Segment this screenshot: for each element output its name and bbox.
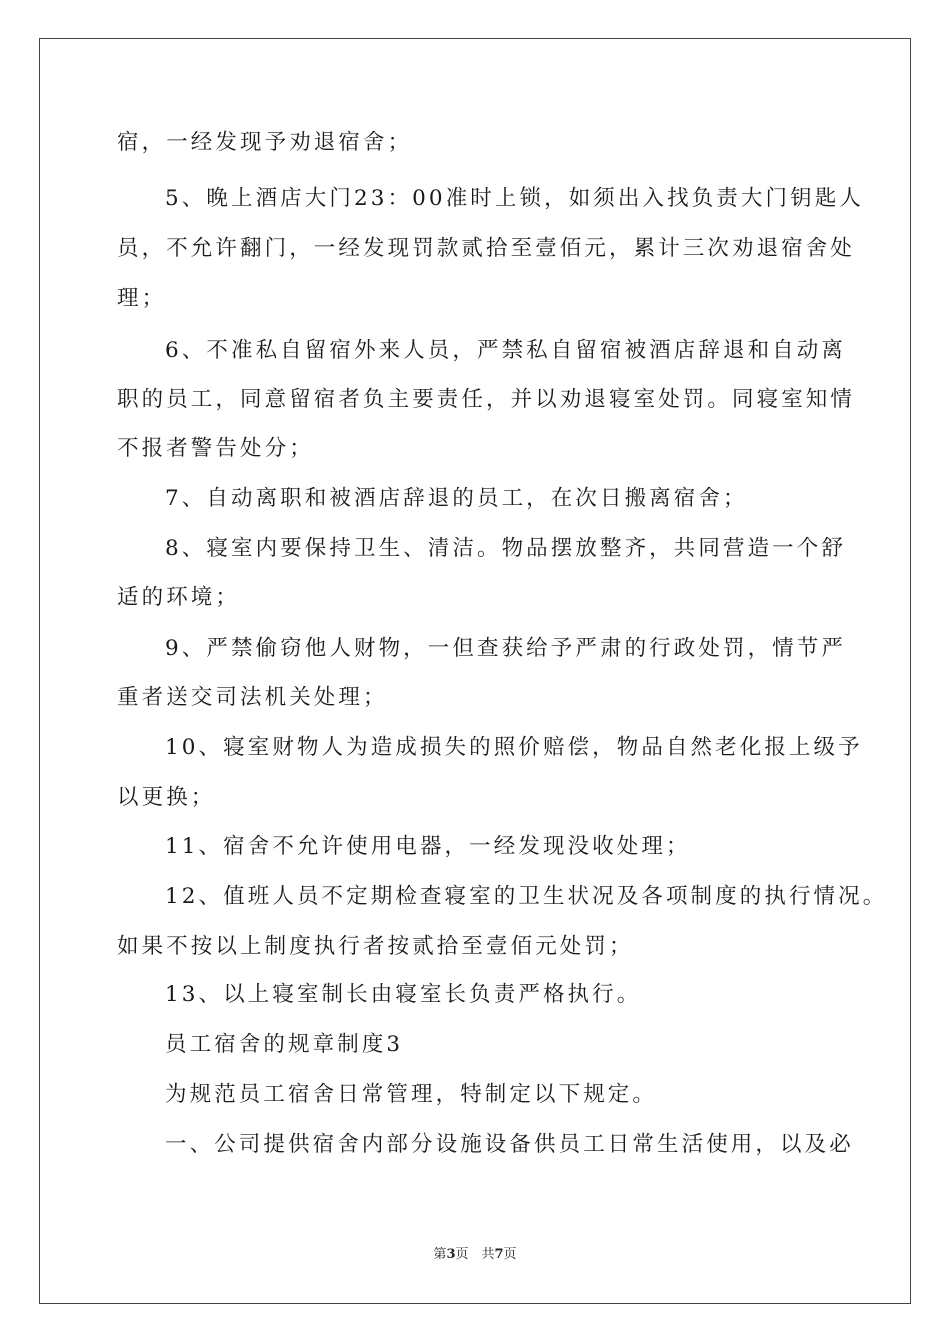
text-line: 职的员工，同意留宿者负主要责任，并以劝退寝室处罚。同寝室知情 — [117, 387, 856, 412]
text-line: 员，不允许翻门，一经发现罚款贰拾至壹佰元，累计三次劝退宿舍处 — [117, 236, 856, 261]
text-line: 适的环境； — [117, 585, 241, 610]
text-line: 7、自动离职和被酒店辞退的员工，在次日搬离宿舍； — [165, 486, 748, 511]
text-line: 不报者警告处分； — [117, 436, 314, 461]
footer-prefix: 第 — [433, 1247, 447, 1262]
current-page-number: 3 — [446, 1247, 456, 1262]
total-page-number: 7 — [494, 1247, 504, 1262]
text-line: 10、寝室财物人为造成损失的照价赔偿，物品自然老化报上级予 — [165, 735, 863, 760]
text-line: 12、值班人员不定期检查寝室的卫生状况及各项制度的执行情况。 — [165, 884, 888, 909]
text-line: 11、宿舍不允许使用电器，一经发现没收处理； — [165, 834, 691, 859]
text-line: 6、不准私自留宿外来人员，严禁私自留宿被酒店辞退和自动离 — [165, 338, 846, 363]
page-border — [39, 38, 911, 1304]
text-line: 13、以上寝室制长由寝室长负责严格执行。 — [165, 982, 642, 1007]
text-line: 一、公司提供宿舍内部分设施设备供员工日常生活使用，以及必 — [165, 1132, 854, 1157]
footer-mid: 页 共 — [455, 1247, 495, 1262]
footer-suffix: 页 — [503, 1247, 517, 1262]
text-line: 宿，一经发现予劝退宿舍； — [117, 130, 413, 155]
text-line: 如果不按以上制度执行者按贰拾至壹佰元处罚； — [117, 934, 634, 959]
text-line: 重者送交司法机关处理； — [117, 685, 388, 710]
section-heading: 员工宿舍的规章制度3 — [165, 1032, 404, 1057]
text-line: 以更换； — [117, 785, 216, 810]
text-line: 5、晚上酒店大门23：00准时上锁，如须出入找负责大门钥匙人 — [165, 186, 864, 211]
text-line: 理； — [117, 286, 167, 311]
text-line: 8、寝室内要保持卫生、清洁。物品摆放整齐，共同营造一个舒 — [165, 536, 846, 561]
text-line: 为规范员工宿舍日常管理，特制定以下规定。 — [165, 1082, 658, 1107]
text-line: 9、严禁偷窃他人财物，一但查获给予严肃的行政处罚，情节严 — [165, 636, 846, 661]
page-footer — [0, 1246, 950, 1264]
